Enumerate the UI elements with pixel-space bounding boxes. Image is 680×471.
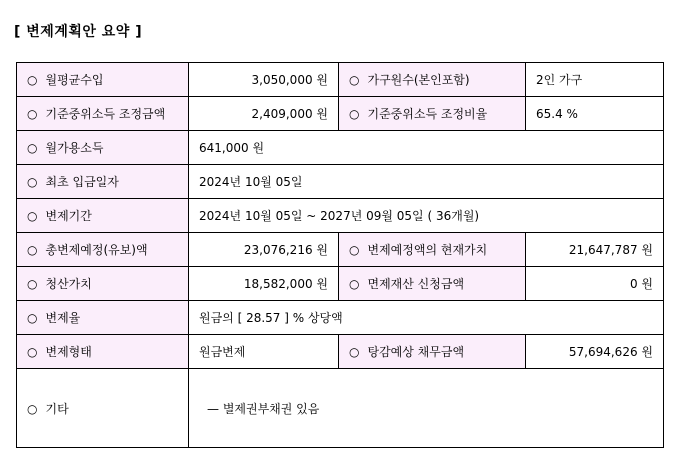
circle-bullet-icon: ○: [27, 141, 38, 155]
label-cell-present-value: [339, 233, 526, 267]
label-exempt-property: 면제재산 신청금액: [367, 277, 465, 291]
label-cell-median-income-ratio: [339, 97, 526, 131]
table-row-repayment-period: [17, 199, 664, 233]
value-median-income-amount: 2,409,000 원: [189, 97, 339, 131]
repayment-plan-summary-table: [16, 62, 664, 448]
value-expected-debt-forgiveness: 57,694,626 원: [526, 335, 664, 369]
label-cell-other: [17, 369, 189, 448]
circle-bullet-icon: ○: [349, 73, 360, 87]
circle-bullet-icon: ○: [27, 209, 38, 223]
label-cell-liquidation-value: [17, 267, 189, 301]
value-exempt-property: 0 원: [526, 267, 664, 301]
label-repayment-period: 변제기간: [45, 209, 92, 223]
label-first-payment-date: 최초 입금일자: [45, 175, 119, 189]
circle-bullet-icon: ○: [27, 311, 38, 325]
label-median-income-amount: 기준중위소득 조정금액: [45, 107, 166, 121]
label-liquidation-value: 청산가치: [45, 277, 92, 291]
label-cell-household-size: [339, 63, 526, 97]
value-first-payment-date: 2024년 10월 05일: [189, 165, 664, 199]
table-row-liquidation-value: [17, 267, 664, 301]
circle-bullet-icon: ○: [349, 243, 360, 257]
label-cell-first-payment-date: [17, 165, 189, 199]
circle-bullet-icon: ○: [27, 401, 38, 416]
value-disposable-income: 641,000 원: [189, 131, 664, 165]
circle-bullet-icon: ○: [27, 175, 38, 189]
label-cell-repayment-rate: [17, 301, 189, 335]
circle-bullet-icon: ○: [349, 277, 360, 291]
circle-bullet-icon: ○: [27, 345, 38, 359]
label-cell-monthly-income: [17, 63, 189, 97]
value-household-size: 2인 가구: [526, 63, 664, 97]
label-cell-exempt-property: [339, 267, 526, 301]
label-repayment-rate: 변제율: [45, 311, 81, 325]
circle-bullet-icon: ○: [27, 243, 38, 257]
table-row-monthly-income: [17, 63, 664, 97]
value-liquidation-value: 18,582,000 원: [189, 267, 339, 301]
value-median-income-ratio: 65.4 %: [526, 97, 664, 131]
table-row-repayment-type: [17, 335, 664, 369]
label-cell-median-income-amount: [17, 97, 189, 131]
label-cell-disposable-income: [17, 131, 189, 165]
label-total-repayment: 총변제예정(유보)액: [45, 243, 148, 257]
value-other: — 별제권부채권 있음: [189, 369, 664, 448]
label-repayment-type: 변제형태: [45, 345, 92, 359]
label-monthly-income: 월평균수입: [45, 73, 104, 87]
value-total-repayment: 23,076,216 원: [189, 233, 339, 267]
label-cell-repayment-period: [17, 199, 189, 233]
circle-bullet-icon: ○: [349, 345, 360, 359]
label-median-income-ratio: 기준중위소득 조정비율: [367, 107, 488, 121]
label-expected-debt-forgiveness: 탕감예상 채무금액: [367, 345, 465, 359]
label-other: 기타: [45, 401, 69, 416]
table-row-first-payment-date: [17, 165, 664, 199]
label-household-size: 가구원수(본인포함): [367, 73, 470, 87]
table-row-disposable-income: [17, 131, 664, 165]
label-disposable-income: 월가용소득: [45, 141, 104, 155]
label-cell-repayment-type: [17, 335, 189, 369]
circle-bullet-icon: ○: [349, 107, 360, 121]
circle-bullet-icon: ○: [27, 107, 38, 121]
value-repayment-type: 원금변제: [189, 335, 339, 369]
label-cell-total-repayment: [17, 233, 189, 267]
circle-bullet-icon: ○: [27, 73, 38, 87]
table-row-median-income: [17, 97, 664, 131]
circle-bullet-icon: ○: [27, 277, 38, 291]
label-present-value: 변제예정액의 현재가치: [367, 243, 488, 257]
table-row-other: [17, 369, 664, 448]
value-monthly-income: 3,050,000 원: [189, 63, 339, 97]
label-cell-expected-debt-forgiveness: [339, 335, 526, 369]
value-present-value: 21,647,787 원: [526, 233, 664, 267]
value-repayment-period: 2024년 10월 05일 ~ 2027년 09월 05일 ( 36개월): [189, 199, 664, 233]
table-row-total-repayment: [17, 233, 664, 267]
page-title: [ 변제계획안 요약 ]: [14, 24, 143, 40]
value-repayment-rate: 원금의 [ 28.57 ] % 상당액: [189, 301, 664, 335]
table-row-repayment-rate: [17, 301, 664, 335]
